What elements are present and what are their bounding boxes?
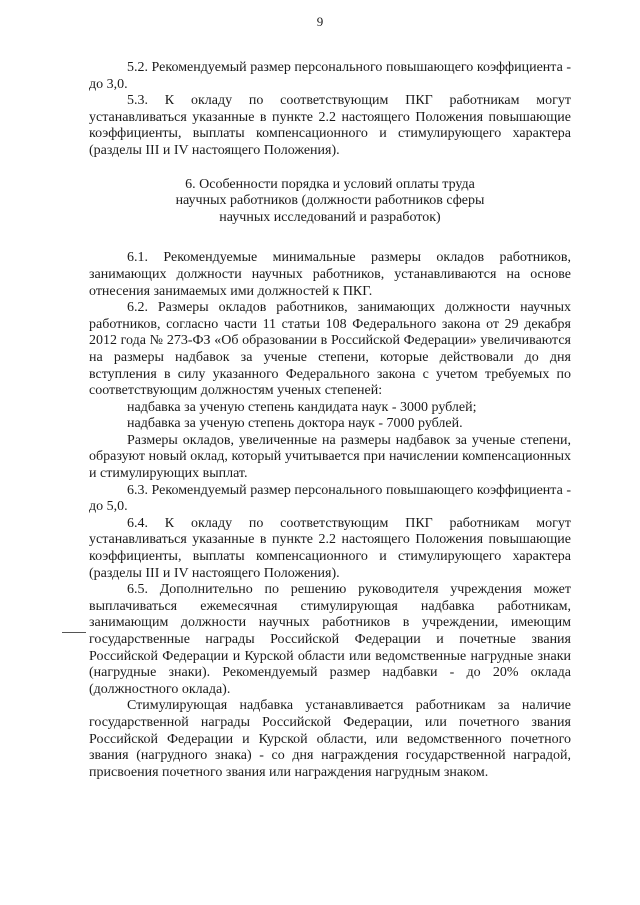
paragraph-6-5: 6.5. Дополнительно по решению руководителя учреждения может выплачиваться ежемесячная стимулирующая надбавка работникам, занимающим должности научных работников в учреждении, имеющим государственные награды Российской Федерации и почетные звания Российской Федерации и Курской области или ведомственные нагрудные знаки (нагрудные знаки). Рекомендуемый размер надбавки - до 20% оклада (должностного оклада). <box>89 582 571 697</box>
paragraph-6-3: 6.3. Рекомендуемый размер персонального повышающего коэффициента - до 5,0. <box>89 482 571 515</box>
section-6-heading-line-3: научных исследований и разработок) <box>219 209 441 225</box>
paragraph-incentive: Стимулирующая надбавка устанавливается работникам за наличие государственной награды Российской Федерации, или почетного звания Российской Федерации и Курской области, или ведомственного почетного звания (нагрудного знака) - со дня награждения государственной наградой, присвоения почетного звания или награждения нагрудным знаком. <box>89 698 571 780</box>
paragraph-5-2: 5.2. Рекомендуемый размер персонального повышающего коэффициента - до 3,0. <box>89 60 571 92</box>
allowance-doctor: надбавка за ученую степень доктора наук - 7000 рублей. <box>127 416 463 432</box>
margin-mark <box>62 632 86 633</box>
paragraph-6-4: 6.4. К окладу по соответствующим ПКГ работникам могут устанавливаться указанные в пункте 2.2 настоящего Положения повышающие коэффициенты, выплаты компенсационного и стимулирующего характера (разделы III и IV настоящего Положения). <box>89 515 571 581</box>
paragraph-6-2: 6.2. Размеры окладов работников, занимающих должности научных работников, согласно части 11 статьи 108 Федерального закона от 29 декабря 2012 года № 273-ФЗ «Об образовании в Российской Федерации» увеличиваются на размеры надбавок за ученые степени, которые действовали до дня вступления в силу указанного Федерального закона с учетом требуемых по соответствующим должностям ученых степеней: <box>89 300 571 399</box>
section-6-heading-line-2: научных работников (должности работников сферы <box>175 193 485 209</box>
page-number: 9 <box>316 14 324 29</box>
paragraph-6-1: 6.1. Рекомендуемые минимальные размеры окладов работников, занимающих должности научных работников, устанавливаются на основе отнесения занимаемых ими должностей к ПКГ. <box>89 250 571 299</box>
allowance-candidate: надбавка за ученую степень кандидата наук - 3000 рублей; <box>127 399 477 415</box>
paragraph-salaries-increased: Размеры окладов, увеличенные на размеры надбавок за ученые степени, образуют новый оклад, который учитывается при начислении компенсационных и стимулирующих выплат. <box>89 432 571 482</box>
paragraph-5-3: 5.3. К окладу по соответствующим ПКГ работникам могут устанавливаться указанные в пункте 2.2 настоящего Положения повышающие коэффициенты, выплаты компенсационного и стимулирующего характера (разделы III и IV настоящего Положения). <box>89 93 571 158</box>
section-6-heading <box>89 177 571 227</box>
document-body <box>89 60 571 781</box>
section-6-heading-line-1: 6. Особенности порядка и условий оплаты труда <box>185 176 475 192</box>
